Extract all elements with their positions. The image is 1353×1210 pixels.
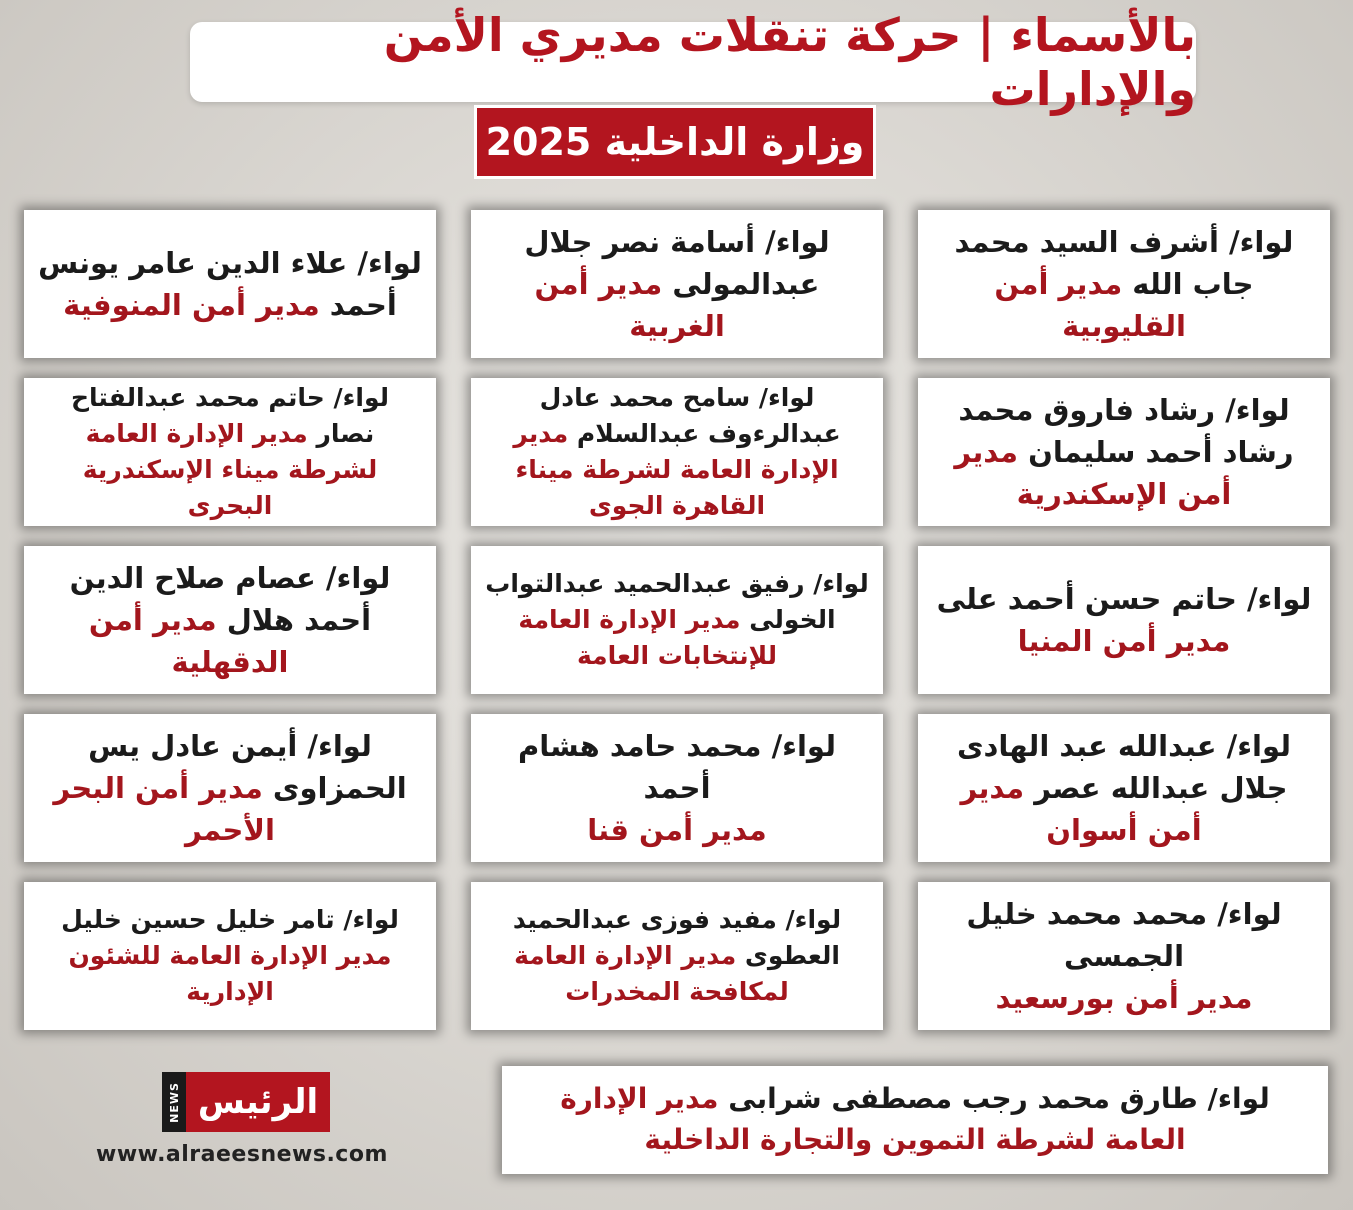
transfer-card xyxy=(471,714,883,862)
officer-role: مدير أمن الإسكندرية xyxy=(954,434,1232,512)
officer-name: لواء/ مفيد فوزى عبدالحميد العطوى xyxy=(512,904,842,970)
officer-role: مدير أمن المنوفية xyxy=(63,288,320,322)
officer-name: لواء/ طارق محمد رجب مصطفى شرابى xyxy=(728,1082,1270,1116)
transfer-card xyxy=(918,378,1330,526)
officer-role: مدير أمن الغربية xyxy=(534,266,725,344)
officer-name: لواء/ عصام صلاح الدين أحمد هلال xyxy=(69,560,391,637)
transfer-card xyxy=(24,882,436,1030)
logo-news-tag: NEWS xyxy=(162,1072,186,1132)
website-url: www.alraeesnews.com xyxy=(96,1142,388,1167)
page-title: بالأسماء | حركة تنقلات مديري الأمن والإدارات xyxy=(190,22,1196,102)
officer-role: مدير أمن قنا xyxy=(587,813,767,848)
transfer-card xyxy=(24,378,436,526)
officer-name: لواء/ رفيق عبدالحميد عبدالتواب الخولى xyxy=(485,568,869,634)
officer-name: لواء/ رشاد فاروق محمد رشاد أحمد سليمان xyxy=(958,392,1294,469)
officer-role: مدير الإدارة العامة للشئون الإدارية xyxy=(68,940,392,1007)
officer-name: لواء/ أسامة نصر جلال عبدالمولى xyxy=(524,224,830,301)
transfer-card xyxy=(918,714,1330,862)
officer-name: لواء/ محمد حامد هشام أحمد xyxy=(517,728,837,805)
transfer-card xyxy=(471,378,883,526)
officer-role: مدير أمن أسوان xyxy=(960,770,1202,848)
transfer-card xyxy=(24,714,436,862)
transfer-card-wide xyxy=(502,1066,1328,1174)
officer-role: مدير أمن القليوبية xyxy=(994,266,1186,344)
brand-logo xyxy=(162,1072,330,1132)
logo-wordmark: الرئيس xyxy=(186,1072,330,1132)
transfer-card xyxy=(918,882,1330,1030)
officer-name: لواء/ تامر خليل حسين خليل xyxy=(61,904,399,934)
transfer-card xyxy=(471,210,883,358)
transfer-card xyxy=(471,546,883,694)
officer-role: مدير الإدارة العامة لشرطة التموين والتجارة الداخلية xyxy=(560,1082,1186,1156)
transfer-card xyxy=(471,882,883,1030)
officer-name: لواء/ أشرف السيد محمد جاب الله xyxy=(954,224,1294,301)
officer-role: مدير الإدارة العامة لمكافحة المخدرات xyxy=(514,940,789,1007)
page-subtitle: وزارة الداخلية 2025 xyxy=(474,105,876,179)
officer-role: مدير أمن المنيا xyxy=(1017,624,1231,658)
officer-role: مدير الإدارة العامة للإنتخابات العامة xyxy=(518,604,778,671)
officer-name: لواء/ حاتم حسن أحمد على xyxy=(936,581,1312,616)
officer-name: لواء/ سامح محمد عادل عبدالرءوف عبدالسلام xyxy=(539,382,841,448)
transfer-card xyxy=(918,546,1330,694)
officer-name: لواء/ محمد محمد خليل الجمسى xyxy=(966,896,1282,973)
officer-role: مدير أمن البحر الأحمر xyxy=(53,770,275,848)
transfer-card xyxy=(24,210,436,358)
officer-role: مدير الإدارة العامة لشرطة ميناء القاهرة الجوى xyxy=(513,418,839,521)
transfer-card xyxy=(918,210,1330,358)
officer-name: لواء/ أيمن عادل يس الحمزاوى xyxy=(88,728,407,805)
officer-role: مدير أمن بورسعيد xyxy=(995,981,1253,1016)
transfer-card xyxy=(24,546,436,694)
officer-role: مدير الإدارة العامة لشرطة ميناء الإسكندرية البحرى xyxy=(82,418,378,521)
officer-name: لواء/ حاتم محمد عبدالفتاح نصار xyxy=(70,382,390,448)
officer-name: لواء/ علاء الدين عامر يونس أحمد xyxy=(38,245,422,322)
officer-name: لواء/ عبدالله عبد الهادى جلال عبدالله عصر xyxy=(956,728,1292,805)
officer-role: مدير أمن الدقهلية xyxy=(88,602,289,680)
